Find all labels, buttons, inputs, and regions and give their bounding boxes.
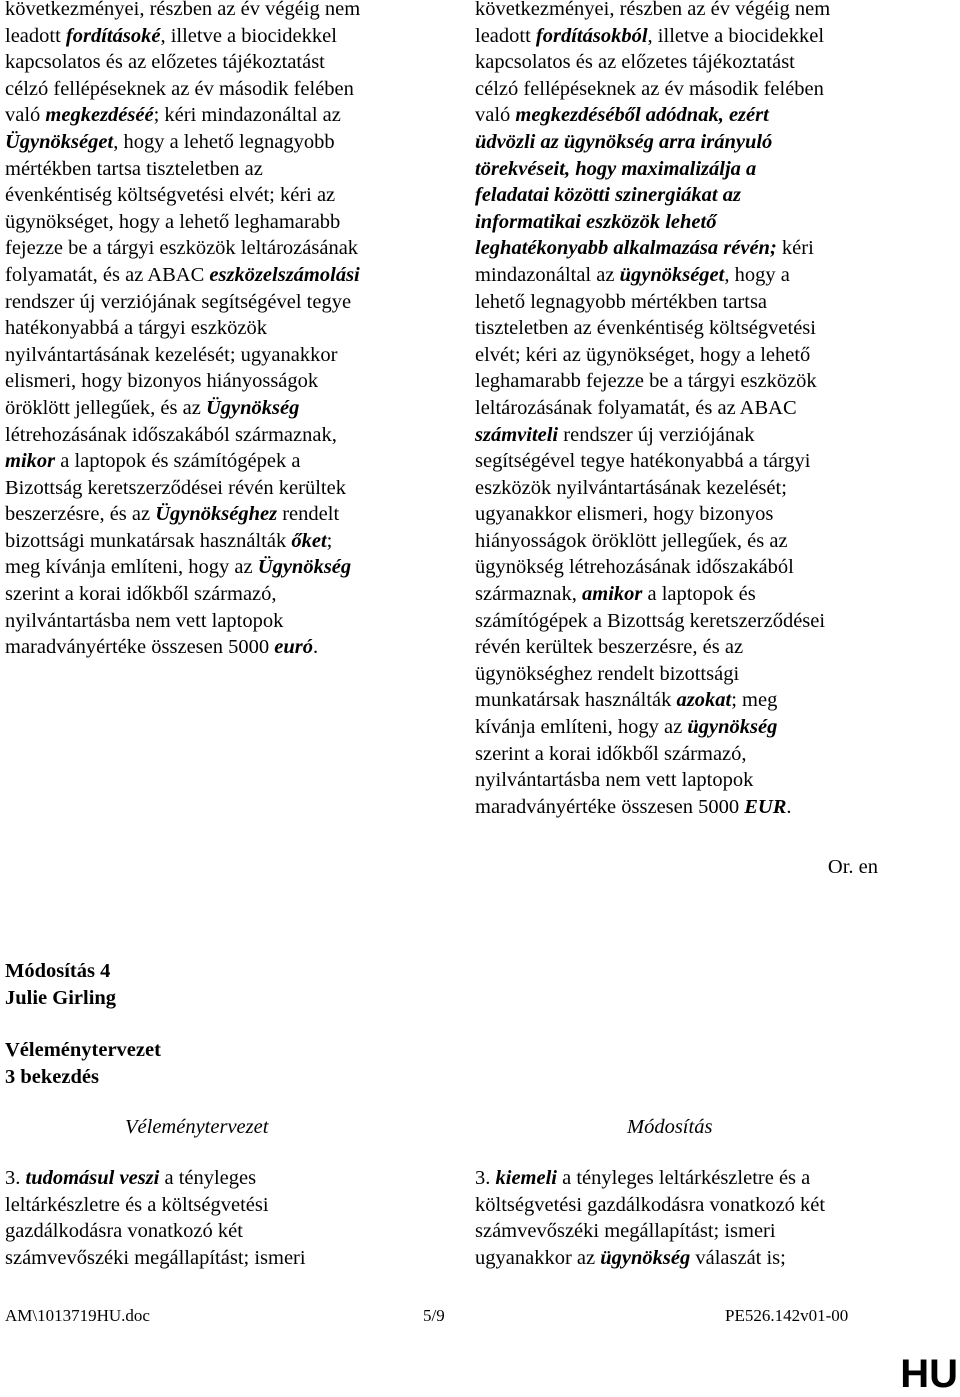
text-run: beszerzésre, és az (5, 503, 156, 526)
emphasized-text: EUR (744, 795, 787, 818)
paragraph-3-draft (5, 1165, 306, 1271)
emphasized-text: őket (291, 529, 327, 552)
emphasized-text: törekvéseit, hogy maximalizálja a (475, 157, 757, 180)
text-line (5, 342, 425, 369)
text-line (475, 501, 915, 528)
text-line (475, 714, 915, 741)
text-line (5, 528, 425, 555)
section-heading (5, 1037, 161, 1091)
text-line (475, 1218, 825, 1245)
text-line (5, 235, 425, 262)
text-run: , hogy a lehető legnagyobb (113, 130, 335, 153)
emphasized-text: Ügynökség (205, 396, 300, 419)
paragraph-3-amendment (475, 1165, 825, 1271)
emphasized-text: fordításoké (65, 24, 161, 47)
emphasized-text: számviteli (475, 423, 559, 446)
text-run: rendszer új verziójának segítségével tegye (5, 290, 352, 313)
text-run: számvevőszéki megállapítást; ismeri (475, 1220, 776, 1243)
text-run: mértékben tartsa tiszteletben az (5, 157, 263, 180)
text-line (475, 262, 915, 289)
text-line (475, 235, 915, 262)
text-line (5, 289, 425, 316)
text-run: révén kerültek beszerzésre, és az (475, 636, 744, 659)
text-run: gazdálkodásra vonatkozó két (5, 1220, 243, 1243)
text-line (475, 342, 915, 369)
text-line (5, 76, 425, 103)
text-run: fejezze be a tárgyi eszközök leltározásának (5, 237, 359, 260)
emphasized-text: azokat (676, 689, 732, 712)
text-line (475, 182, 915, 209)
text-line (5, 1192, 306, 1219)
left-column-title: Véleménytervezet (125, 1116, 269, 1138)
text-line (475, 608, 915, 635)
text-run: a laptopok és (642, 583, 756, 606)
text-line (475, 129, 915, 156)
text-line (475, 661, 915, 688)
text-run: , illetve a biocidekkel (160, 24, 337, 47)
text-run: nyilvántartásának kezelését; ugyanakkor (5, 343, 338, 366)
text-run: bizottsági munkatársak használták (5, 529, 292, 552)
emphasized-text: eszközelszámolási (209, 263, 360, 286)
text-run: lehető legnagyobb mértékben tartsa (475, 290, 768, 313)
text-line (475, 102, 915, 129)
emphasized-text: feladatai közötti szinergiákat az (475, 184, 741, 207)
text-line (475, 289, 915, 316)
text-run: segítségével tegye hatékonyabbá a tárgyi (475, 450, 811, 473)
text-run: leltározásának folyamatát, és az ABAC (475, 396, 797, 419)
amendment-number: Módosítás 4 (5, 960, 111, 982)
text-run: a tényleges (159, 1167, 257, 1189)
text-line (5, 634, 425, 661)
text-line (475, 368, 915, 395)
text-run: leadott (5, 24, 66, 47)
text-line (475, 1165, 825, 1192)
text-line (5, 581, 425, 608)
text-run: költségvetési gazdálkodásra vonatkozó két (475, 1193, 826, 1216)
original-language-note: Or. en (827, 856, 878, 878)
emphasized-text: ügynökséget (619, 263, 725, 286)
text-line (475, 687, 915, 714)
emphasized-text: informatikai eszközök lehető (475, 210, 717, 233)
emphasized-text: Ügynökség (257, 556, 352, 579)
text-run: nyilvántartásba nem vett laptopok (5, 609, 284, 632)
text-run: ügynökséget, hogy a lehető leghamarabb (5, 210, 341, 233)
text-line (475, 156, 915, 183)
text-line (5, 475, 425, 502)
text-run: , hogy a (724, 263, 790, 286)
text-line (475, 634, 915, 661)
page-number: 5/9 (423, 1306, 445, 1325)
text-line (475, 581, 915, 608)
text-run: kapcsolatos és az előzetes tájékoztatást (475, 51, 795, 74)
emphasized-text: megkezdéséé (45, 104, 154, 127)
text-run: szerint a korai időkből származó, (5, 583, 277, 606)
text-line (475, 395, 915, 422)
text-run: mindazonáltal az (475, 263, 620, 286)
amendment-author: Julie Girling (5, 987, 117, 1009)
text-line (475, 76, 915, 103)
text-run: 3. (5, 1167, 26, 1189)
text-run: . (312, 636, 319, 659)
text-line (5, 315, 425, 342)
emphasized-text: Ügynökséget (5, 130, 114, 153)
text-run: elismeri, hogy bizonyos hiányosságok (5, 370, 319, 393)
text-line (475, 49, 915, 76)
text-line (475, 1245, 825, 1272)
pe-reference: PE526.142v01-00 (725, 1306, 849, 1325)
text-run: öröklött jellegűek, és az (5, 396, 206, 419)
text-line (5, 368, 425, 395)
emphasized-text: fordításokból (535, 24, 648, 47)
text-line (5, 129, 425, 156)
language-code: HU (900, 1352, 958, 1396)
emphasized-text: megkezdéséből adódnak, ezért (515, 104, 769, 127)
text-run: , illetve a biocidekkel (647, 24, 825, 47)
text-line (475, 422, 915, 449)
emphasized-text: Ügynökséghez (155, 503, 278, 526)
text-line (475, 0, 915, 23)
text-run: leghamarabb fejezze be a tárgyi eszközök (475, 370, 817, 393)
paragraph-reference: 3 bekezdés (5, 1066, 99, 1088)
text-line (475, 794, 915, 821)
text-line (5, 209, 425, 236)
text-line (5, 608, 425, 635)
text-line (475, 23, 915, 50)
emphasized-text: üdvözli az ügynökség arra irányuló (475, 130, 773, 153)
text-run: válaszát is; (690, 1246, 786, 1269)
text-line (5, 156, 425, 183)
text-run: munkatársak használták (475, 689, 677, 712)
text-line (475, 315, 915, 342)
text-line (5, 0, 425, 23)
page-footer (0, 1306, 960, 1336)
left-column-text (5, 0, 425, 661)
text-line (5, 102, 425, 129)
text-run: a laptopok és számítógépek a (55, 450, 301, 473)
text-run: elvét; kéri az ügynökséget, hogy a lehető (475, 343, 811, 366)
text-line (5, 49, 425, 76)
text-run: évenkéntiség költségvetési elvét; kéri az (5, 184, 336, 207)
text-run: ugyanakkor elismeri, hogy bizonyos (475, 503, 774, 526)
text-line (475, 475, 915, 502)
emphasized-text: ügynökség (600, 1246, 691, 1269)
text-line (5, 422, 425, 449)
text-run: való (5, 104, 46, 127)
text-run: számvevőszéki megállapítást; ismeri (5, 1246, 306, 1269)
emphasized-text: tudomásul veszi (25, 1167, 160, 1189)
text-run: számítógépek a Bizottság keretszerződései (475, 609, 826, 632)
text-line (5, 1245, 306, 1272)
emphasized-text: ügynökség (687, 716, 778, 739)
text-line (475, 1192, 825, 1219)
emphasized-text: euró (274, 636, 313, 659)
text-run: célzó fellépéseknek az év második felében (475, 77, 824, 100)
emphasized-text: amikor (582, 583, 643, 606)
text-run: maradványértéke összesen 5000 (5, 636, 275, 659)
text-run: következményei, részben az év végéig nem (5, 0, 361, 20)
text-run: kívánja említeni, hogy az (475, 716, 688, 739)
text-run: leltárkészletre és a költségvetési (5, 1193, 269, 1216)
text-run: . (786, 795, 792, 818)
text-run: következményei, részben az év végéig nem (475, 0, 831, 20)
text-run: leadott (475, 24, 536, 47)
text-run: meg kívánja említeni, hogy az (5, 556, 258, 579)
right-column-text (475, 0, 915, 820)
document-reference: AM\1013719HU.doc (5, 1306, 150, 1325)
emphasized-text: kiemeli (495, 1167, 557, 1189)
text-run: ügynökség létrehozásának időszakából (475, 556, 794, 579)
text-run: ; (326, 529, 333, 552)
text-run: Bizottság keretszerződései révén kerültek (5, 476, 346, 499)
text-run: a tényleges leltárkészletre és a (556, 1167, 811, 1189)
text-run: hatékonyabbá a tárgyi eszközök (5, 317, 268, 340)
text-run: hiányosságok öröklött jellegűek, és az (475, 529, 788, 552)
text-run: kéri (776, 237, 814, 260)
text-run: tiszteletben az évenkéntiség költségvetési (475, 317, 816, 340)
text-run: maradványértéke összesen 5000 (475, 795, 745, 818)
text-run: célzó fellépéseknek az év második felében (5, 77, 354, 100)
emphasized-text: mikor (5, 450, 56, 473)
text-run: kapcsolatos és az előzetes tájékoztatást (5, 51, 325, 74)
text-run: rendszer új verziójának (558, 423, 755, 446)
text-run: ; kéri mindazonáltal az (153, 104, 341, 127)
text-run: ugyanakkor az (475, 1246, 601, 1269)
text-run: 3. (475, 1167, 496, 1189)
text-line (5, 23, 425, 50)
text-line (475, 767, 915, 794)
text-run: szerint a korai időkből származó, (475, 742, 747, 765)
text-line (5, 554, 425, 581)
text-run: származnak, (475, 583, 582, 606)
right-column-title: Módosítás (627, 1116, 713, 1138)
text-run: eszközök nyilvántartásának kezelését; (475, 476, 787, 499)
text-line (5, 448, 425, 475)
emphasized-text: leghatékonyabb alkalmazása révén; (475, 237, 777, 260)
amendment-heading (5, 958, 116, 1012)
text-run: való (475, 104, 516, 127)
text-line (475, 209, 915, 236)
text-run: ügynökséghez rendelt bizottsági (475, 662, 740, 685)
text-line (475, 741, 915, 768)
text-line (5, 501, 425, 528)
text-line (475, 554, 915, 581)
text-line (5, 1165, 306, 1192)
text-run: létrehozásának időszakából származnak, (5, 423, 337, 446)
draft-opinion-label: Véleménytervezet (5, 1039, 161, 1061)
text-line (5, 1218, 306, 1245)
text-run: folyamatát, és az ABAC (5, 263, 210, 286)
text-run: nyilvántartásba nem vett laptopok (475, 769, 754, 792)
text-run: ; meg (731, 689, 778, 712)
text-line (475, 528, 915, 555)
text-line (5, 182, 425, 209)
text-line (5, 262, 425, 289)
text-line (5, 395, 425, 422)
text-run: rendelt (277, 503, 340, 526)
text-line (475, 448, 915, 475)
